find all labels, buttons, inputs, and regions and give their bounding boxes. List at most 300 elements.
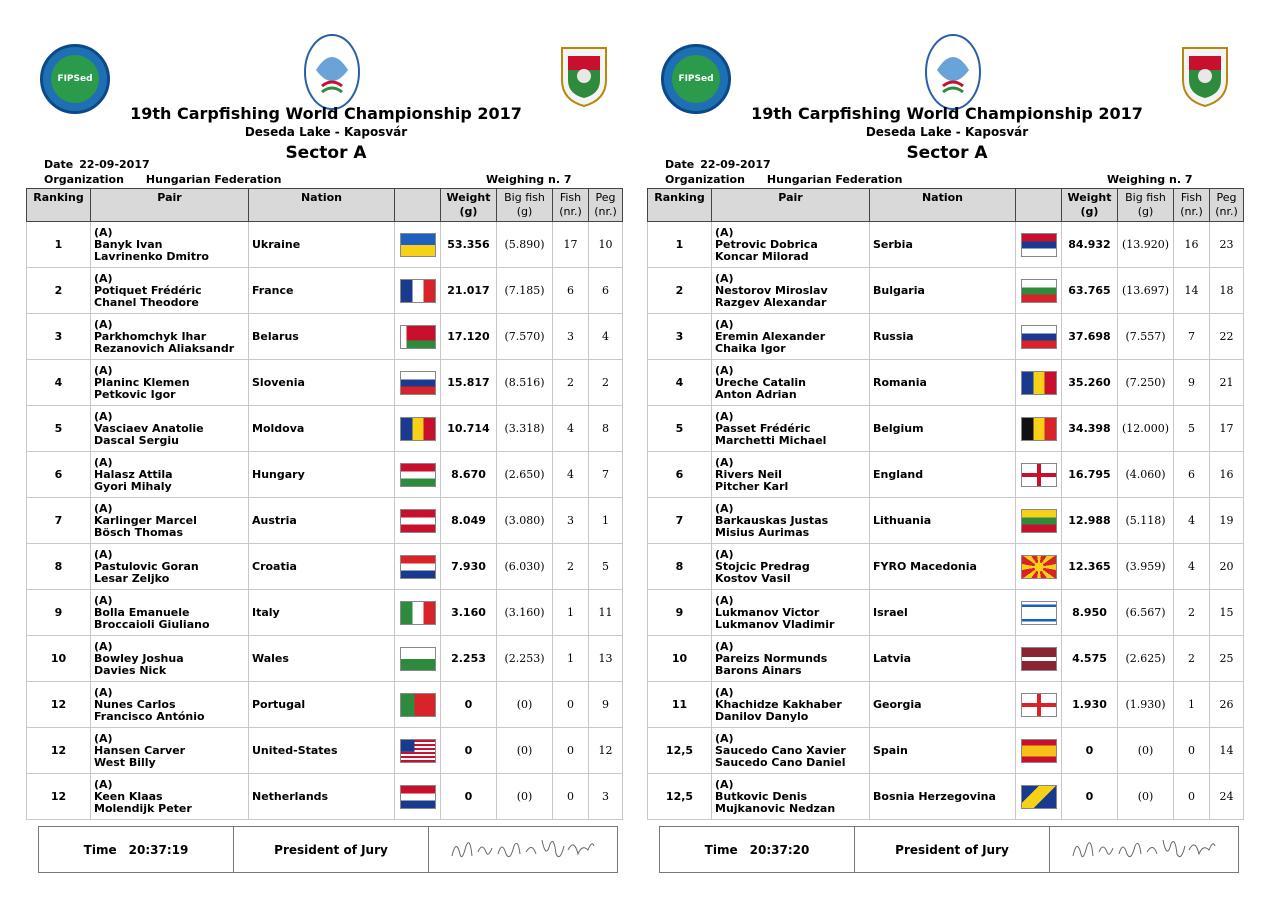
pair-sector: (A): [715, 640, 734, 653]
ukraine-flag-icon: [400, 233, 436, 257]
venue-subtitle: Deseda Lake - Kaposvár: [865, 125, 1029, 139]
angler-2: Kostov Vasil: [715, 572, 791, 585]
big-fish-cell: (5.890): [497, 222, 553, 268]
table-row: [648, 406, 1244, 452]
table-row: [648, 498, 1244, 544]
big-fish-cell: (13.697): [1118, 268, 1174, 314]
pair-cell: [712, 498, 870, 544]
fish-count-cell: 1: [553, 590, 589, 636]
nation-cell: France: [249, 268, 395, 314]
pair-cell: [712, 360, 870, 406]
big-fish-cell: (7.250): [1118, 360, 1174, 406]
pair-sector: (A): [94, 410, 113, 423]
pair-sector: (A): [715, 778, 734, 791]
president-of-jury-label: President of Jury: [234, 827, 429, 872]
angler-1: Ureche Catalin: [715, 376, 807, 389]
fish-count-cell: 9: [1174, 360, 1210, 406]
peg-cell: 2: [589, 360, 623, 406]
nation-cell: Slovenia: [249, 360, 395, 406]
pair-sector: (A): [94, 548, 113, 561]
big-fish-cell: (13.920): [1118, 222, 1174, 268]
peg-cell: 22: [1210, 314, 1244, 360]
flag-cell: [395, 360, 441, 406]
table-row: [27, 774, 623, 820]
slovenia-flag-icon: [400, 371, 436, 395]
fish-count-cell: 1: [1174, 682, 1210, 728]
fips-logo: FIPSed: [661, 44, 731, 114]
nation-cell: Italy: [249, 590, 395, 636]
rank-cell: 6: [648, 452, 712, 498]
nation-cell: Portugal: [249, 682, 395, 728]
pair-sector: (A): [94, 364, 113, 377]
table-row: [648, 590, 1244, 636]
jury-signature: [1050, 827, 1238, 872]
nation-cell: Moldova: [249, 406, 395, 452]
nation-cell: Georgia: [870, 682, 1016, 728]
nation-cell: United-States: [249, 728, 395, 774]
england-flag-icon: [1021, 463, 1057, 487]
fish-count-cell: 2: [1174, 636, 1210, 682]
header-pair: Pair: [91, 189, 249, 222]
pair-sector: (A): [715, 686, 734, 699]
angler-2: Saucedo Cano Daniel: [715, 756, 846, 769]
pair-sector: (A): [715, 410, 734, 423]
header-nation: Nation: [870, 189, 1016, 222]
fish-count-cell: 6: [1174, 452, 1210, 498]
nation-cell: Romania: [870, 360, 1016, 406]
big-fish-cell: (1.930): [1118, 682, 1174, 728]
angler-2: Molendijk Peter: [94, 802, 192, 815]
angler-1: Bowley Joshua: [94, 652, 184, 665]
weighing-number: Weighing n. 7: [1107, 173, 1193, 186]
austria-flag-icon: [400, 509, 436, 533]
fish-count-cell: 4: [1174, 544, 1210, 590]
angler-1: Parkhomchyk Ihar: [94, 330, 207, 343]
flag-cell: [1016, 268, 1062, 314]
angler-2: West Billy: [94, 756, 156, 769]
big-fish-cell: (12.000): [1118, 406, 1174, 452]
pair-sector: (A): [715, 318, 734, 331]
flag-cell: [1016, 452, 1062, 498]
angler-1: Potiquet Frédéric: [94, 284, 202, 297]
rank-cell: 1: [27, 222, 91, 268]
fish-count-cell: 1: [553, 636, 589, 682]
nation-cell: Russia: [870, 314, 1016, 360]
weight-cell: 35.260: [1062, 360, 1118, 406]
fish-count-cell: 0: [553, 774, 589, 820]
table-row: [648, 452, 1244, 498]
angler-2: Broccaioli Giuliano: [94, 618, 210, 631]
results-body: [27, 222, 623, 820]
header-flag: [395, 189, 441, 222]
rank-cell: 2: [27, 268, 91, 314]
pair-sector: (A): [94, 226, 113, 239]
weight-cell: 15.817: [441, 360, 497, 406]
weight-cell: 12.365: [1062, 544, 1118, 590]
angler-1: Banyk Ivan: [94, 238, 163, 251]
angler-2: Gyori Mihaly: [94, 480, 172, 493]
pair-sector: (A): [715, 594, 734, 607]
angler-2: Davies Nick: [94, 664, 167, 677]
organization-label: Organization: [44, 173, 124, 186]
peg-cell: 23: [1210, 222, 1244, 268]
weight-cell: 0: [441, 728, 497, 774]
flag-cell: [1016, 406, 1062, 452]
table-row: [27, 590, 623, 636]
fish-count-cell: 0: [553, 728, 589, 774]
mobosz-logo: [1177, 40, 1233, 110]
peg-cell: 26: [1210, 682, 1244, 728]
nation-cell: Bulgaria: [870, 268, 1016, 314]
flag-cell: [395, 774, 441, 820]
fish-count-cell: 2: [553, 360, 589, 406]
pair-cell: [712, 636, 870, 682]
fish-count-cell: 17: [553, 222, 589, 268]
header-pair: Pair: [712, 189, 870, 222]
peg-cell: 25: [1210, 636, 1244, 682]
organization-line: [665, 173, 903, 186]
weight-cell: 21.017: [441, 268, 497, 314]
pair-cell: [91, 544, 249, 590]
header-big-fish: Big fish (g): [497, 189, 553, 222]
result-sheet-right: [647, 0, 1247, 904]
pair-cell: [91, 452, 249, 498]
pair-sector: (A): [715, 364, 734, 377]
angler-1: Barkauskas Justas: [715, 514, 829, 527]
big-fish-cell: (3.318): [497, 406, 553, 452]
italy-flag-icon: [400, 601, 436, 625]
weight-cell: 17.120: [441, 314, 497, 360]
angler-1: Saucedo Cano Xavier: [715, 744, 846, 757]
angler-1: Keen Klaas: [94, 790, 163, 803]
header-weight: Weight (g): [441, 189, 497, 222]
pair-cell: [712, 268, 870, 314]
big-fish-cell: (0): [1118, 774, 1174, 820]
pair-sector: (A): [94, 456, 113, 469]
peg-cell: 21: [1210, 360, 1244, 406]
fish-count-cell: 3: [553, 498, 589, 544]
table-row: [27, 636, 623, 682]
sector-title: Sector A: [906, 143, 988, 163]
fish-count-cell: 4: [1174, 498, 1210, 544]
angler-1: Stojcic Predrag: [715, 560, 810, 573]
pair-sector: (A): [94, 686, 113, 699]
pair-cell: [712, 452, 870, 498]
table-row: [27, 360, 623, 406]
big-fish-cell: (0): [497, 682, 553, 728]
table-row: [27, 728, 623, 774]
big-fish-cell: (4.060): [1118, 452, 1174, 498]
peg-cell: 19: [1210, 498, 1244, 544]
angler-2: Dascal Sergiu: [94, 434, 179, 447]
nation-cell: Austria: [249, 498, 395, 544]
header-flag: [1016, 189, 1062, 222]
table-row: [27, 682, 623, 728]
portugal-flag-icon: [400, 693, 436, 717]
rank-cell: 8: [648, 544, 712, 590]
flag-cell: [395, 682, 441, 728]
mobosz-logo: [556, 40, 612, 110]
flag-cell: [1016, 728, 1062, 774]
date-label: Date: [44, 158, 74, 171]
flag-cell: [395, 636, 441, 682]
flag-cell: [1016, 360, 1062, 406]
big-fish-cell: (6.030): [497, 544, 553, 590]
championship-logo: [302, 32, 362, 112]
pair-cell: [712, 728, 870, 774]
weight-cell: 0: [441, 774, 497, 820]
pair-cell: [91, 728, 249, 774]
angler-2: Chaika Igor: [715, 342, 786, 355]
peg-cell: 7: [589, 452, 623, 498]
flag-cell: [1016, 774, 1062, 820]
pair-cell: [91, 222, 249, 268]
table-row: [27, 544, 623, 590]
header-peg: Peg (nr.): [1210, 189, 1244, 222]
nation-cell: England: [870, 452, 1016, 498]
time-cell: [39, 827, 234, 872]
fish-count-cell: 0: [1174, 774, 1210, 820]
flag-cell: [1016, 544, 1062, 590]
pair-cell: [712, 682, 870, 728]
peg-cell: 8: [589, 406, 623, 452]
flag-cell: [1016, 498, 1062, 544]
organization-label: Organization: [665, 173, 745, 186]
peg-cell: 13: [589, 636, 623, 682]
nation-cell: Spain: [870, 728, 1016, 774]
time-label: Time: [83, 842, 117, 857]
spain-flag-icon: [1021, 739, 1057, 763]
weight-cell: 3.160: [441, 590, 497, 636]
sector-title: Sector A: [285, 143, 367, 163]
weight-cell: 37.698: [1062, 314, 1118, 360]
table-row: [648, 222, 1244, 268]
weight-cell: 4.575: [1062, 636, 1118, 682]
pair-sector: (A): [715, 732, 734, 745]
signature-image: [1069, 832, 1219, 868]
weight-cell: 8.950: [1062, 590, 1118, 636]
peg-cell: 10: [589, 222, 623, 268]
macedonia-flag-icon: [1021, 555, 1057, 579]
rank-cell: 3: [27, 314, 91, 360]
organization-value: Hungarian Federation: [766, 173, 903, 186]
big-fish-cell: (8.516): [497, 360, 553, 406]
table-row: [27, 222, 623, 268]
nation-cell: Latvia: [870, 636, 1016, 682]
rank-cell: 12: [27, 774, 91, 820]
big-fish-cell: (6.567): [1118, 590, 1174, 636]
angler-1: Hansen Carver: [94, 744, 186, 757]
angler-2: Pitcher Karl: [715, 480, 789, 493]
flag-cell: [395, 728, 441, 774]
moldova-flag-icon: [400, 417, 436, 441]
pair-sector: (A): [94, 594, 113, 607]
belgium-flag-icon: [1021, 417, 1057, 441]
weight-cell: 10.714: [441, 406, 497, 452]
fish-count-cell: 2: [1174, 590, 1210, 636]
rank-cell: 7: [648, 498, 712, 544]
table-row: [648, 728, 1244, 774]
angler-2: Anton Adrian: [715, 388, 797, 401]
weight-cell: 53.356: [441, 222, 497, 268]
header-weight: Weight (g): [1062, 189, 1118, 222]
date-value: 22-09-2017: [700, 158, 771, 171]
nation-cell: Serbia: [870, 222, 1016, 268]
rank-cell: 1: [648, 222, 712, 268]
big-fish-cell: (7.570): [497, 314, 553, 360]
championship-title: 19th Carpfishing World Championship 2017: [130, 104, 522, 123]
flag-cell: [1016, 636, 1062, 682]
table-row: [27, 452, 623, 498]
fish-count-cell: 4: [553, 406, 589, 452]
president-of-jury-label: President of Jury: [855, 827, 1050, 872]
pair-sector: (A): [94, 272, 113, 285]
angler-2: Razgev Alexandar: [715, 296, 827, 309]
peg-cell: 20: [1210, 544, 1244, 590]
angler-1: Petrovic Dobrica: [715, 238, 818, 251]
date-line: [44, 158, 150, 171]
pair-cell: [712, 774, 870, 820]
jury-signature: [429, 827, 617, 872]
pair-cell: [91, 498, 249, 544]
weight-cell: 0: [441, 682, 497, 728]
table-row: [648, 268, 1244, 314]
bosnia-flag-icon: [1021, 785, 1057, 809]
france-flag-icon: [400, 279, 436, 303]
georgia-flag-icon: [1021, 693, 1057, 717]
israel-flag-icon: [1021, 601, 1057, 625]
pair-cell: [712, 314, 870, 360]
big-fish-cell: (0): [497, 774, 553, 820]
fips-logo: FIPSed: [40, 44, 110, 114]
results-table: [647, 188, 1244, 820]
big-fish-cell: (2.253): [497, 636, 553, 682]
table-row: [648, 360, 1244, 406]
flag-cell: [395, 314, 441, 360]
fish-count-cell: 3: [553, 314, 589, 360]
organization-value: Hungarian Federation: [145, 173, 282, 186]
rank-cell: 5: [648, 406, 712, 452]
latvia-flag-icon: [1021, 647, 1057, 671]
championship-logo: [923, 32, 983, 112]
flag-cell: [395, 498, 441, 544]
header-big-fish: Big fish (g): [1118, 189, 1174, 222]
pair-sector: (A): [715, 226, 734, 239]
pair-sector: (A): [715, 272, 734, 285]
table-row: [648, 774, 1244, 820]
weight-cell: 12.988: [1062, 498, 1118, 544]
table-row: [27, 268, 623, 314]
pair-sector: (A): [715, 548, 734, 561]
date-label: Date: [665, 158, 695, 171]
jury-footer: [659, 826, 1239, 873]
big-fish-cell: (0): [497, 728, 553, 774]
flag-cell: [1016, 222, 1062, 268]
angler-2: Danilov Danylo: [715, 710, 809, 723]
peg-cell: 12: [589, 728, 623, 774]
fish-count-cell: 2: [553, 544, 589, 590]
time-value: 20:37:19: [128, 842, 189, 857]
rank-cell: 9: [648, 590, 712, 636]
netherlands-flag-icon: [400, 785, 436, 809]
rank-cell: 7: [27, 498, 91, 544]
pair-cell: [91, 590, 249, 636]
peg-cell: 5: [589, 544, 623, 590]
angler-1: Pastulovic Goran: [94, 560, 199, 573]
pair-cell: [91, 406, 249, 452]
peg-cell: 3: [589, 774, 623, 820]
rank-cell: 12,5: [648, 774, 712, 820]
weight-cell: 8.670: [441, 452, 497, 498]
flag-cell: [395, 590, 441, 636]
championship-title: 19th Carpfishing World Championship 2017: [751, 104, 1143, 123]
nation-cell: Ukraine: [249, 222, 395, 268]
nation-cell: Croatia: [249, 544, 395, 590]
fish-count-cell: 6: [553, 268, 589, 314]
big-fish-cell: (3.959): [1118, 544, 1174, 590]
angler-1: Planinc Klemen: [94, 376, 190, 389]
wales-flag-icon: [400, 647, 436, 671]
result-sheet-left: [26, 0, 626, 904]
rank-cell: 12: [27, 682, 91, 728]
nation-cell: FYRO Macedonia: [870, 544, 1016, 590]
angler-2: Mujkanovic Nedzan: [715, 802, 836, 815]
fish-count-cell: 0: [1174, 728, 1210, 774]
table-row: [648, 636, 1244, 682]
header-ranking: Ranking: [27, 189, 91, 222]
rank-cell: 2: [648, 268, 712, 314]
big-fish-cell: (2.650): [497, 452, 553, 498]
angler-1: Khachidze Kakhaber: [715, 698, 842, 711]
nation-cell: Netherlands: [249, 774, 395, 820]
angler-2: Petkovic Igor: [94, 388, 176, 401]
big-fish-cell: (5.118): [1118, 498, 1174, 544]
nation-cell: Belarus: [249, 314, 395, 360]
pair-sector: (A): [94, 502, 113, 515]
flag-cell: [1016, 590, 1062, 636]
peg-cell: 6: [589, 268, 623, 314]
peg-cell: 4: [589, 314, 623, 360]
angler-2: Bösch Thomas: [94, 526, 183, 539]
rank-cell: 10: [27, 636, 91, 682]
rank-cell: 11: [648, 682, 712, 728]
angler-1: Nestorov Miroslav: [715, 284, 828, 297]
hungary-flag-icon: [400, 463, 436, 487]
rank-cell: 9: [27, 590, 91, 636]
pair-cell: [91, 636, 249, 682]
pair-cell: [712, 590, 870, 636]
table-row: [648, 682, 1244, 728]
angler-1: Vasciaev Anatolie: [94, 422, 204, 435]
rank-cell: 12,5: [648, 728, 712, 774]
date-line: [665, 158, 771, 171]
weight-cell: 84.932: [1062, 222, 1118, 268]
pair-sector: (A): [94, 318, 113, 331]
rank-cell: 6: [27, 452, 91, 498]
weighing-number: Weighing n. 7: [486, 173, 572, 186]
peg-cell: 18: [1210, 268, 1244, 314]
russia-flag-icon: [1021, 325, 1057, 349]
fish-count-cell: 14: [1174, 268, 1210, 314]
header-peg: Peg (nr.): [589, 189, 623, 222]
angler-1: Bolla Emanuele: [94, 606, 190, 619]
nation-cell: Israel: [870, 590, 1016, 636]
angler-1: Pareizs Normunds: [715, 652, 828, 665]
table-row: [27, 498, 623, 544]
nation-cell: Wales: [249, 636, 395, 682]
big-fish-cell: (7.557): [1118, 314, 1174, 360]
angler-1: Karlinger Marcel: [94, 514, 197, 527]
